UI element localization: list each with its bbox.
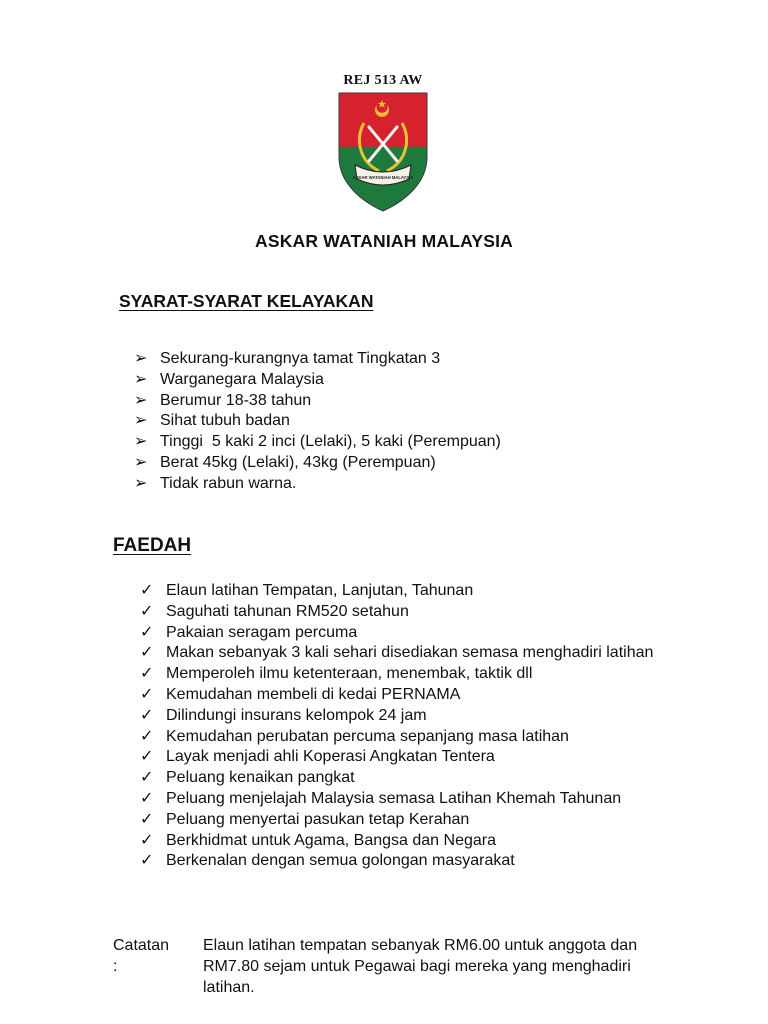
check-icon: ✓ (140, 727, 154, 745)
benefits-heading: FAEDAH (113, 535, 192, 556)
list-item: ✓ Makan sebanyak 3 kali sehari disediakan semasa menghadiri latihan (140, 643, 680, 664)
list-item: ✓ Memperoleh ilmu ketenteraan, menembak, taktik dll (140, 664, 680, 685)
list-item: ✓ Elaun latihan Tempatan, Lanjutan, Tahunan (140, 581, 680, 602)
check-icon: ✓ (140, 831, 154, 849)
check-icon: ✓ (140, 748, 154, 766)
check-icon: ✓ (140, 582, 154, 599)
list-item: ✓ Pakaian seragam percuma (140, 623, 680, 644)
check-icon: ✓ (140, 602, 154, 620)
list-item: ✓ Dilindungi insurans kelompok 24 jam (140, 706, 680, 727)
list-item: ➢ Sihat tubuh badan (134, 411, 501, 432)
list-item: ➢ Warganegara Malaysia (134, 370, 501, 391)
arrow-bullet-icon: ➢ (134, 350, 148, 367)
note-text: Elaun latihan tempatan sebanyak RM6.00 untuk anggota dan RM7.80 sejam untuk Pegawai bagi mereka yang menghadiri latihan. (203, 937, 638, 996)
unit-code: REJ 513 AW (343, 73, 423, 88)
arrow-bullet-icon: ➢ (134, 453, 148, 471)
list-item: ✓ Layak menjadi ahli Koperasi Angkatan Tentera (140, 747, 680, 768)
list-item: ✓ Berkhidmat untuk Agama, Bangsa dan Negara (140, 831, 680, 852)
check-icon: ✓ (140, 810, 154, 828)
page-title: ASKAR WATANIAH MALAYSIA (254, 231, 514, 251)
list-item: ✓ Kemudahan perubatan percuma sepanjang masa latihan (140, 727, 680, 748)
list-item: ✓ Saguhati tahunan RM520 setahun (140, 602, 680, 623)
requirements-heading: SYARAT-SYARAT KELAYAKAN (119, 291, 374, 311)
list-item: ✓ Peluang menjelajah Malaysia semasa Latihan Khemah Tahunan (140, 789, 680, 810)
note-label: Catatan : (113, 937, 170, 975)
list-item: ➢ Berumur 18-38 tahun (134, 391, 501, 412)
arrow-bullet-icon: ➢ (134, 391, 148, 409)
arrow-bullet-icon: ➢ (134, 412, 148, 430)
check-icon: ✓ (140, 852, 154, 870)
check-icon: ✓ (140, 623, 154, 641)
check-icon: ✓ (140, 706, 154, 724)
arrow-bullet-icon: ➢ (134, 474, 148, 492)
requirements-list (134, 349, 501, 495)
check-icon: ✓ (140, 789, 154, 807)
list-item: ➢ Sekurang-kurangnya tamat Tingkatan 3 (134, 349, 501, 370)
list-item: ✓ Berkenalan dengan semua golongan masyarakat (140, 851, 680, 872)
check-icon: ✓ (140, 685, 154, 703)
list-item: ✓ Peluang kenaikan pangkat (140, 768, 680, 789)
list-item: ➢ Tinggi 5 kaki 2 inci (Lelaki), 5 kaki (Perempuan) (134, 432, 501, 453)
list-item: ➢ Tidak rabun warna. (134, 474, 501, 495)
list-item: ➢ Berat 45kg (Lelaki), 43kg (Perempuan) (134, 453, 501, 474)
regiment-crest-logo (337, 91, 429, 213)
arrow-bullet-icon: ➢ (134, 433, 148, 451)
arrow-bullet-icon: ➢ (134, 370, 148, 388)
crest-red-field (337, 91, 429, 147)
check-icon: ✓ (140, 769, 154, 787)
check-icon: ✓ (140, 665, 154, 683)
crest-scroll-text: ASKAR WATANIAH MALAYSIA (352, 175, 414, 180)
benefits-list (140, 581, 680, 872)
list-item: ✓ Peluang menyertai pasukan tetap Kerahan (140, 810, 680, 831)
list-item: ✓ Kemudahan membeli di kedai PERNAMA (140, 685, 680, 706)
check-icon: ✓ (140, 644, 154, 662)
